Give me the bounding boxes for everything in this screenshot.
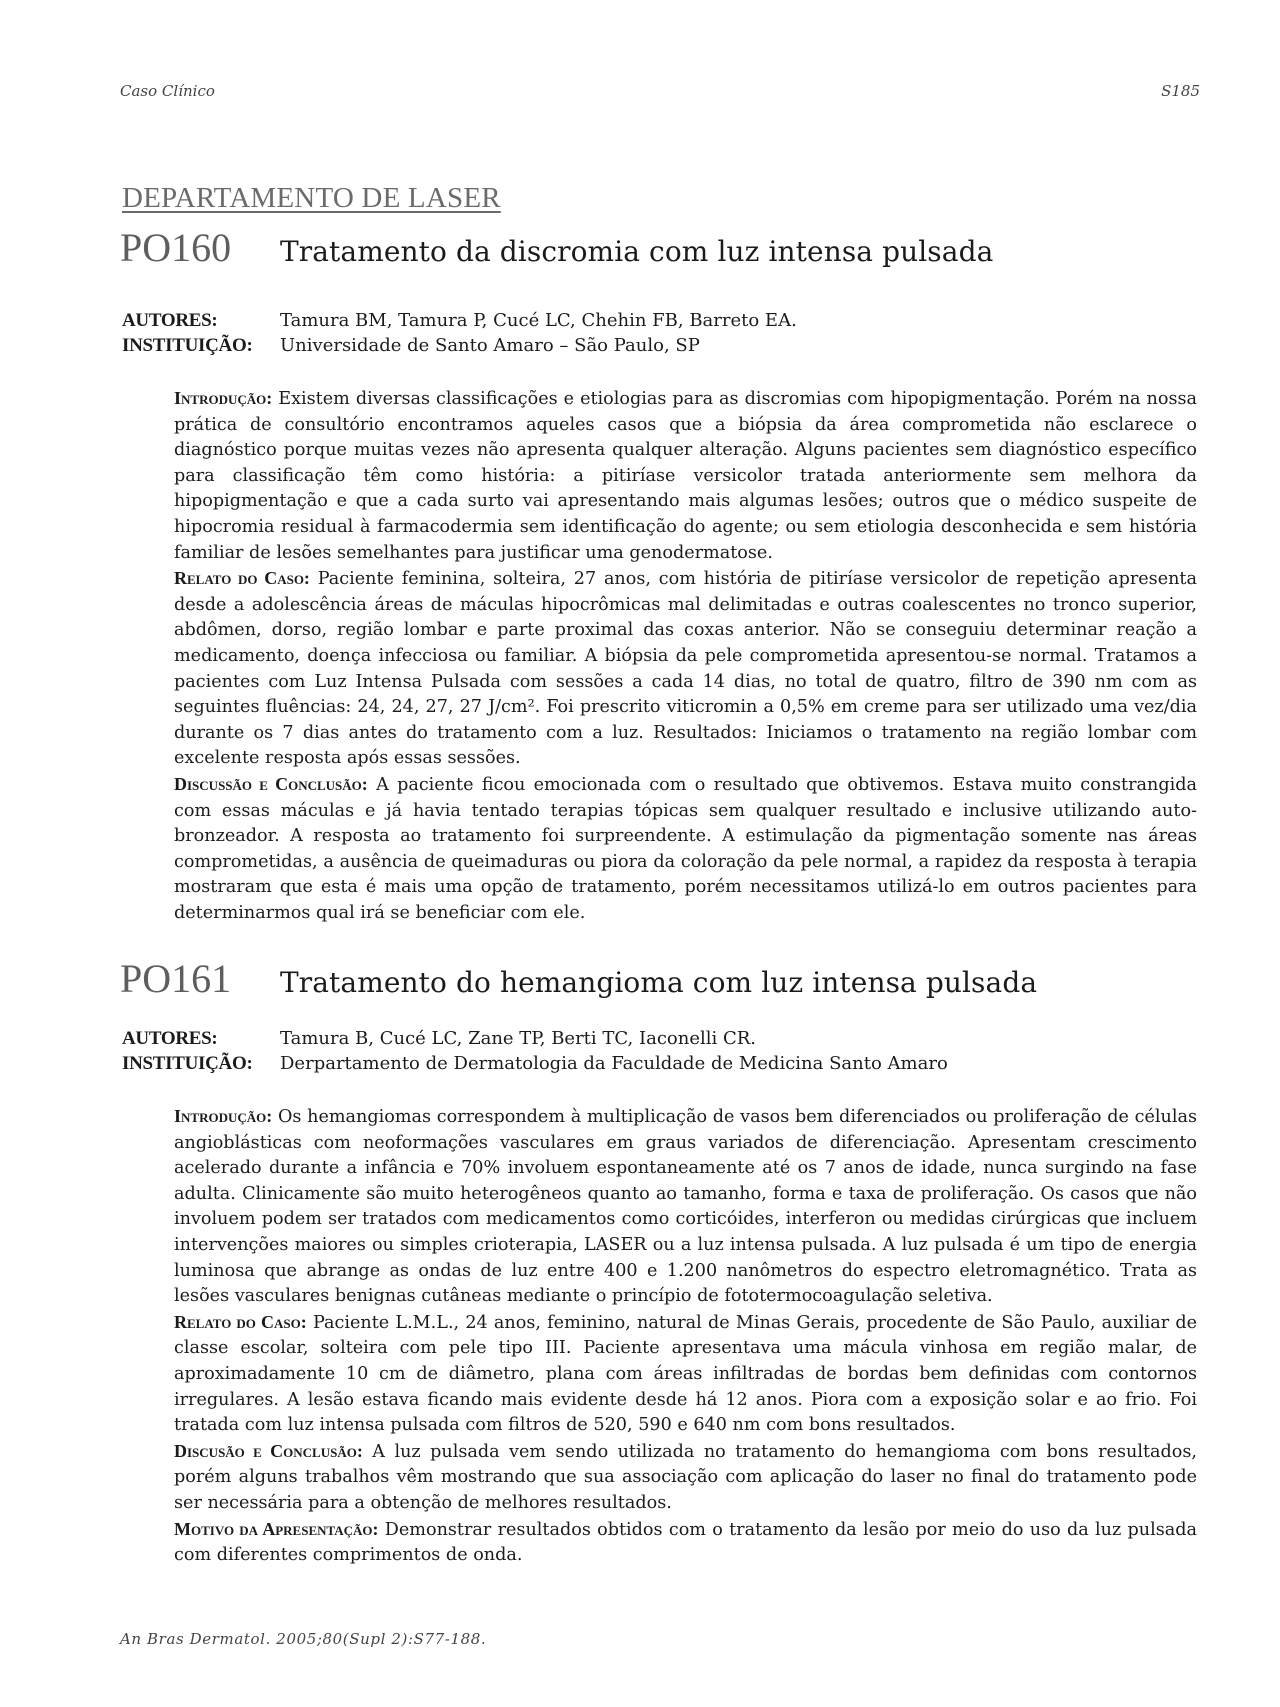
abstract-code: PO161 <box>120 956 232 1001</box>
institution-value: Universidade de Santo Amaro – São Paulo, SP <box>280 335 700 356</box>
section-text: Paciente L.M.L., 24 anos, feminino, natural de Minas Gerais, procedente de São Paulo, auxiliar de classe escolar, solteira com pele tipo III. Paciente apresentava uma mácula vinhosa em região malar, de aproximadamente 10 cm de diâmetro, plana com áreas infiltradas de bordas bem definidas com contornos irregulares. A lesão estava ficando mais evidente desde há 12 anos. Piora com a exposição solar e ao frio. Foi tratada com luz intensa pulsada com filtros de 520, 590 e 640 nm com bons resultados. <box>174 1312 1198 1436</box>
section-text: Os hemangiomas correspondem à multiplicação de vasos bem diferenciados ou proliferação de células angioblásticas com neoformações vasculares em graus variados de diferenciação. Apresentam crescimento acelerado durante a infância e 70% involuem espontaneamente até os 7 anos de idade, nunca surgindo na fase adulta. Clinicamente são muito heterogêneos quanto ao tamanho, forma e taxa de proliferação. Os casos que não involuem podem ser tratados com medicamentos como corticóides, interferon ou medidas cirúrgicas que incluem intervenções maiores ou simples crioterapia, LASER ou a luz intensa pulsada. A luz pulsada é um tipo de energia luminosa que abrange as ondas de luz entre 400 e 1.200 nanômetros do espectro eletromagnético. Trata as lesões vasculares benignas cutâneas mediante o princípio de fototermocoagulação seletiva. <box>174 1107 1197 1307</box>
section-label: Relato do Caso: <box>174 1311 307 1332</box>
section-label: Introdução: <box>174 388 273 408</box>
abstract-title-po161 <box>120 955 1037 1002</box>
institution-label: INSTITUIÇÃO: <box>122 335 253 356</box>
authors-value: Tamura B, Cucé LC, Zane TP, Berti TC, Iaconelli CR. <box>280 1028 757 1049</box>
section-motivo <box>174 1517 1197 1569</box>
authors-row <box>122 1026 948 1051</box>
abstract-meta-po160 <box>122 308 797 358</box>
section-text: Paciente feminina, solteira, 27 anos, com história de pitiríase versicolor de repetição apresenta desde a adolescência áreas de máculas hipocrômicas mal delimitadas e outras coalescentes no tronco superior, abdômen, dorso, região lombar e parte proximal das coxas anterior. Não se conseguiu determinar reação a medicamento, doença infecciosa ou familiar. A biópsia da pele comprometida apresentou-se normal. Tratamos a pacientes com Luz Intensa Pulsada com sessões a cada 14 dias, no total de quatro, filtro de 390 nm com as seguintes fluências: 24, 24, 27, 27 J/cm². Foi prescrito viticromin a 0,5% em creme para ser utilizado uma vez/dia durante os 7 dias antes do tratamento com a luz. Resultados: Iniciamos o tratamento na região lombar com excelente resposta após essas sessões. <box>174 569 1197 769</box>
authors-label: AUTORES: <box>122 310 218 331</box>
abstract-body-po161 <box>174 1104 1197 1569</box>
department-heading: DEPARTAMENTO DE LASER <box>122 182 501 214</box>
abstract-title-text: Tratamento do hemangioma com luz intensa pulsada <box>280 966 1038 999</box>
institution-row <box>122 333 797 358</box>
section-discussao <box>174 1439 1197 1517</box>
institution-label: INSTITUIÇÃO: <box>122 1053 253 1074</box>
section-text: A paciente ficou emocionada com o resultado que obtivemos. Estava muito constrangida com essas máculas e já havia tentado terapias tópicas sem qualquer resultado e inclusive utilizando auto-bronzeador. A resposta ao tratamento foi surpreendente. A estimulação da pigmentação somente nas áreas comprometidas, a ausência de queimaduras ou piora da coloração da pele normal, a rapidez da resposta à terapia mostraram que esta é mais uma opção de tratamento, porém necessitamos utilizá-lo em outros pacientes para determinarmos qual irá se beneficiar com ele. <box>174 774 1197 923</box>
section-discussao <box>174 772 1197 927</box>
page-number: S185 <box>1161 82 1200 100</box>
section-introducao <box>174 1104 1197 1310</box>
section-text: Demonstrar resultados obtidos com o tratamento da lesão por meio do uso da luz pulsada com diferentes comprimentos de onda. <box>174 1519 1197 1566</box>
section-text: Existem diversas classificações e etiologias para as discromias com hipopigmentação. Porém na nossa prática de consultório encontramos aqueles casos que a biópsia da área comprometida não esclarece o diagnóstico porque muitas vezes não apresenta qualquer alteração. Alguns pacientes sem diagnóstico específico para classificação têm como história: a pitiríase versicolor tratada anteriormente sem melhora da hipopigmentação e que a cada surto vai apresentando mais algumas lesões; outros que o médico suspeite de hipocromia residual à farmacodermia sem identificação do agente; ou sem etiologia desconhecida e sem história familiar de lesões semelhantes para justificar uma genodermatose. <box>174 389 1198 563</box>
section-label: Relato do Caso: <box>174 568 310 589</box>
abstract-meta-po161 <box>122 1026 948 1076</box>
institution-value: Derpartamento de Dermatologia da Faculdade de Medicina Santo Amaro <box>280 1053 948 1074</box>
running-header-section: Caso Clínico <box>120 82 215 100</box>
section-introducao <box>174 386 1197 566</box>
section-relato <box>174 566 1197 772</box>
authors-label: AUTORES: <box>122 1028 218 1049</box>
section-label: Discussão e Conclusão: <box>174 773 368 794</box>
section-label: Discusão e Conclusão: <box>174 1440 363 1461</box>
authors-row <box>122 308 797 333</box>
abstract-body-po160 <box>174 386 1197 926</box>
institution-row <box>122 1051 948 1076</box>
section-label: Introdução: <box>174 1106 273 1126</box>
section-relato <box>174 1310 1197 1439</box>
citation-footer: An Bras Dermatol. 2005;80(Supl 2):S77-188. <box>120 1630 487 1648</box>
abstract-title-po160 <box>120 224 993 271</box>
section-text: A luz pulsada vem sendo utilizada no tratamento do hemangioma com bons resultados, porém alguns trabalhos vêm mostrando que sua associação com aplicação do laser no final do tratamento pode ser necessária para a obtenção de melhores resultados. <box>174 1441 1197 1513</box>
authors-value: Tamura BM, Tamura P, Cucé LC, Chehin FB, Barreto EA. <box>280 310 797 331</box>
abstract-code: PO160 <box>120 225 232 270</box>
abstract-title-text: Tratamento da discromia com luz intensa pulsada <box>280 235 994 268</box>
section-label: Motivo da Apresentação: <box>174 1518 379 1539</box>
